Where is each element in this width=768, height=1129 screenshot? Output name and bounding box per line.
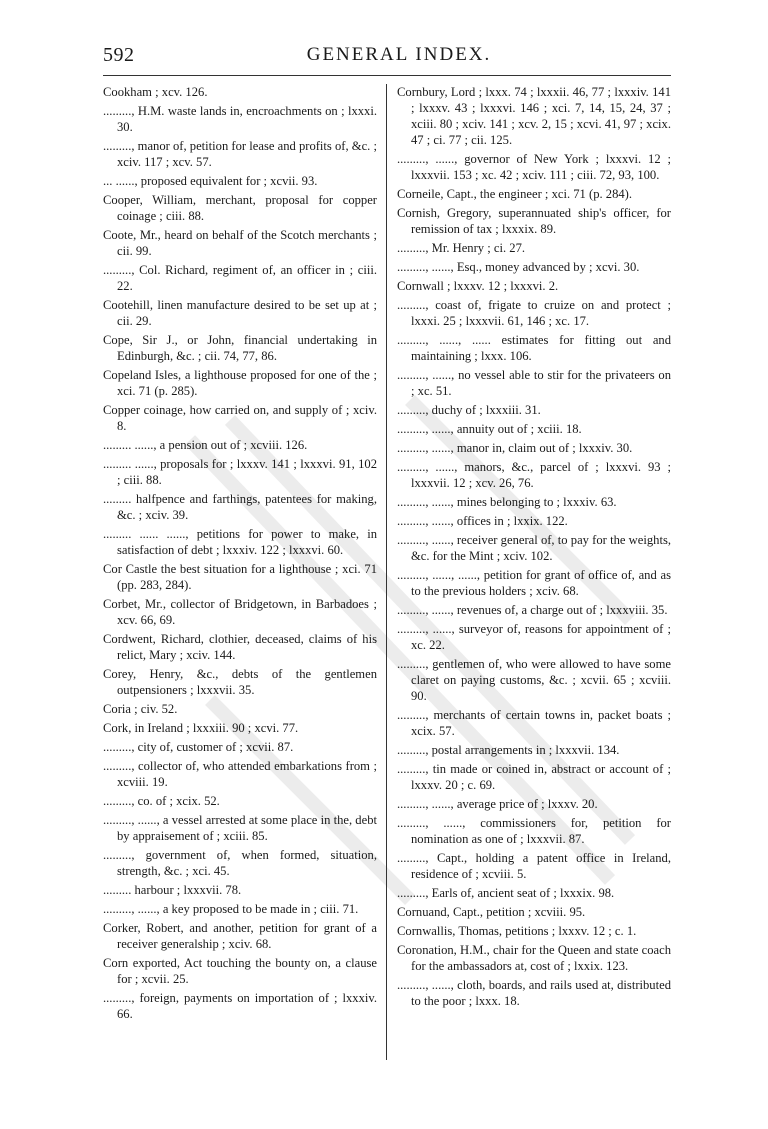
index-entry: Corey, Henry, &c., debts of the gentlemen outpensioners ; lxxxvii. 35. bbox=[103, 667, 377, 697]
index-entry: ........., city of, customer of ; xcvii. 87. bbox=[103, 740, 294, 754]
index-entry: ......... halfpence and farthings, patentees for making, &c. ; xciv. 39. bbox=[103, 492, 377, 522]
index-entry: ........., government of, when formed, situation, strength, &c. ; xci. 45. bbox=[103, 848, 377, 878]
index-entry: Cornbury, Lord ; lxxx. 74 ; lxxxii. 46, 77 ; lxxxiv. 141 ; lxxxv. 43 ; lxxxvi. 146 ; xci. 7, 14, 15, 24, 37 ; xciii. 80 ; xciv. 141 ; xcv. 2, 15 ; xcvi. 41, 97 ; xcix. 47 ; ci. 77 ; cii. 125. bbox=[397, 85, 671, 147]
index-entry: Cornuand, Capt., petition ; xcviii. 95. bbox=[397, 905, 586, 919]
index-entry: ........., Earls of, ancient seat of ; lxxxix. 98. bbox=[397, 886, 615, 900]
index-entry: Cornish, Gregory, superannuated ship's officer, for remission of tax ; lxxxix. 89. bbox=[397, 206, 671, 236]
index-entry: ........., ......, governor of New York ; lxxxvi. 12 ; lxxxvii. 153 ; xc. 42 ; xciv. 111 ; ciii. 72, 93, 100. bbox=[397, 152, 671, 182]
index-entry: ........., Capt., holding a patent office in Ireland, residence of ; xcviii. 5. bbox=[397, 851, 671, 881]
index-entry: ........., duchy of ; lxxxiii. 31. bbox=[397, 403, 541, 417]
index-entry: ........., ......, manor in, claim out of ; lxxxiv. 30. bbox=[397, 441, 633, 455]
left-column bbox=[103, 84, 377, 1104]
index-entry: ........., ......, mines belonging to ; lxxxiv. 63. bbox=[397, 495, 617, 509]
index-entry: ........., foreign, payments on importation of ; lxxxiv. 66. bbox=[103, 991, 377, 1021]
index-entry: ........., manor of, petition for lease and profits of, &c. ; xciv. 117 ; xcv. 57. bbox=[103, 139, 377, 169]
index-entry: ........., ......, receiver general of, to pay for the weights, &c. for the Mint ; xciv. 102. bbox=[397, 533, 671, 563]
index-entry: ........., ......, revenues of, a charge out of ; lxxxviii. 35. bbox=[397, 603, 668, 617]
index-entry: ........., ......, Esq., money advanced by ; xcvi. 30. bbox=[397, 260, 640, 274]
index-entry: Corker, Robert, and another, petition for grant of a receiver generalship ; xciv. 68. bbox=[103, 921, 377, 951]
index-entry: ........., ......, offices in ; lxxix. 122. bbox=[397, 514, 568, 528]
column-divider bbox=[386, 84, 387, 1060]
index-entry: ........., Col. Richard, regiment of, an officer in ; ciii. 22. bbox=[103, 263, 377, 293]
index-entry: Corbet, Mr., collector of Bridgetown, in Barbadoes ; xcv. 66, 69. bbox=[103, 597, 377, 627]
index-entry: Coria ; civ. 52. bbox=[103, 702, 178, 716]
index-entry: ........., ......, average price of ; lxxxv. 20. bbox=[397, 797, 598, 811]
index-entry: Cork, in Ireland ; lxxxiii. 90 ; xcvi. 77. bbox=[103, 721, 299, 735]
index-entry: Corneile, Capt., the engineer ; xci. 71 (p. 284). bbox=[397, 187, 633, 201]
index-entry: ........., ......, ...... estimates for fitting out and maintaining ; lxxx. 106. bbox=[397, 333, 671, 363]
index-entry: Coronation, H.M., chair for the Queen and state coach for the ambassadors at, cost of ; lxxix. 123. bbox=[397, 943, 671, 973]
index-entry: ........., merchants of certain towns in, packet boats ; xcix. 57. bbox=[397, 708, 671, 738]
index-entry: Cornwallis, Thomas, petitions ; lxxxv. 12 ; c. 1. bbox=[397, 924, 637, 938]
index-entry: ........., ......, cloth, boards, and rails used at, distributed to the poor ; lxxx. 18. bbox=[397, 978, 671, 1008]
index-entry: Coote, Mr., heard on behalf of the Scotch merchants ; cii. 99. bbox=[103, 228, 377, 258]
page-number: 592 bbox=[103, 44, 135, 66]
index-entry: Cootehill, linen manufacture desired to be set up at ; cii. 29. bbox=[103, 298, 377, 328]
index-entry: ........., ......, a key proposed to be made in ; ciii. 71. bbox=[103, 902, 359, 916]
index-entry: ......... ...... ......, petitions for power to make, in satisfaction of debt ; lxxxiv. 122 ; lxxxvi. 60. bbox=[103, 527, 377, 557]
header-rule bbox=[103, 75, 671, 76]
index-entry: ........., postal arrangements in ; lxxxvii. 134. bbox=[397, 743, 620, 757]
index-entry: ........., coast of, frigate to cruize on and protect ; lxxxi. 25 ; lxxxvii. 61, 146 ; xc. 17. bbox=[397, 298, 671, 328]
index-entry: ... ......, proposed equivalent for ; xcvii. 93. bbox=[103, 174, 318, 188]
index-entry: Cornwall ; lxxxv. 12 ; lxxxvi. 2. bbox=[397, 279, 559, 293]
running-head: GENERAL INDEX. bbox=[306, 44, 492, 65]
index-entry: ........., ......, surveyor of, reasons for appointment of ; xc. 22. bbox=[397, 622, 671, 652]
index-entry: ........., co. of ; xcix. 52. bbox=[103, 794, 220, 808]
index-entry: Cookham ; xcv. 126. bbox=[103, 85, 208, 99]
right-column bbox=[397, 84, 671, 1104]
index-entry: ........., ......, manors, &c., parcel of ; lxxxvi. 93 ; lxxxvii. 12 ; xcv. 26, 76. bbox=[397, 460, 671, 490]
index-entry: ........., Mr. Henry ; ci. 27. bbox=[397, 241, 526, 255]
index-entry: Copper coinage, how carried on, and supply of ; xciv. 8. bbox=[103, 403, 377, 433]
index-entry: Cordwent, Richard, clothier, deceased, claims of his relict, Mary ; xciv. 144. bbox=[103, 632, 377, 662]
index-entry: ........., H.M. waste lands in, encroachments on ; lxxxi. 30. bbox=[103, 104, 377, 134]
index-entry: Corn exported, Act touching the bounty on, a clause for ; xcvii. 25. bbox=[103, 956, 377, 986]
index-entry: Cooper, William, merchant, proposal for copper coinage ; ciii. 88. bbox=[103, 193, 377, 223]
index-entry: ........., ......, no vessel able to stir for the privateers on ; xc. 51. bbox=[397, 368, 671, 398]
index-entry: ........., collector of, who attended embarkations from ; xcviii. 19. bbox=[103, 759, 377, 789]
index-entry: ........., gentlemen of, who were allowed to have some claret on paying customs, &c. ; xcvii. 65 ; xcviii. 90. bbox=[397, 657, 671, 703]
index-entry: ........., ......, annuity out of ; xciii. 18. bbox=[397, 422, 582, 436]
index-entry: ........., ......, ......, petition for grant of office of, and as to the previous holders ; xciv. 68. bbox=[397, 568, 671, 598]
index-entry: ......... ......, proposals for ; lxxxv. 141 ; lxxxvi. 91, 102 ; ciii. 88. bbox=[103, 457, 377, 487]
index-entry: ........., ......, a vessel arrested at some place in the, debt by appraisement of ; xciii. 85. bbox=[103, 813, 377, 843]
index-entry: Copeland Isles, a lighthouse proposed for one of the ; xci. 71 (p. 285). bbox=[103, 368, 377, 398]
index-entry: Cor Castle the best situation for a lighthouse ; xci. 71 (pp. 283, 284). bbox=[103, 562, 377, 592]
index-entry: ........., tin made or coined in, abstract or account of ; lxxxv. 20 ; c. 69. bbox=[397, 762, 671, 792]
index-entry: ......... harbour ; lxxxvii. 78. bbox=[103, 883, 242, 897]
index-entry: ........., ......, commissioners for, petition for nomination as one of ; lxxxvii. 87. bbox=[397, 816, 671, 846]
index-entry: ......... ......, a pension out of ; xcviii. 126. bbox=[103, 438, 308, 452]
index-entry: Cope, Sir J., or John, financial undertaking in Edinburgh, &c. ; cii. 74, 77, 86. bbox=[103, 333, 377, 363]
